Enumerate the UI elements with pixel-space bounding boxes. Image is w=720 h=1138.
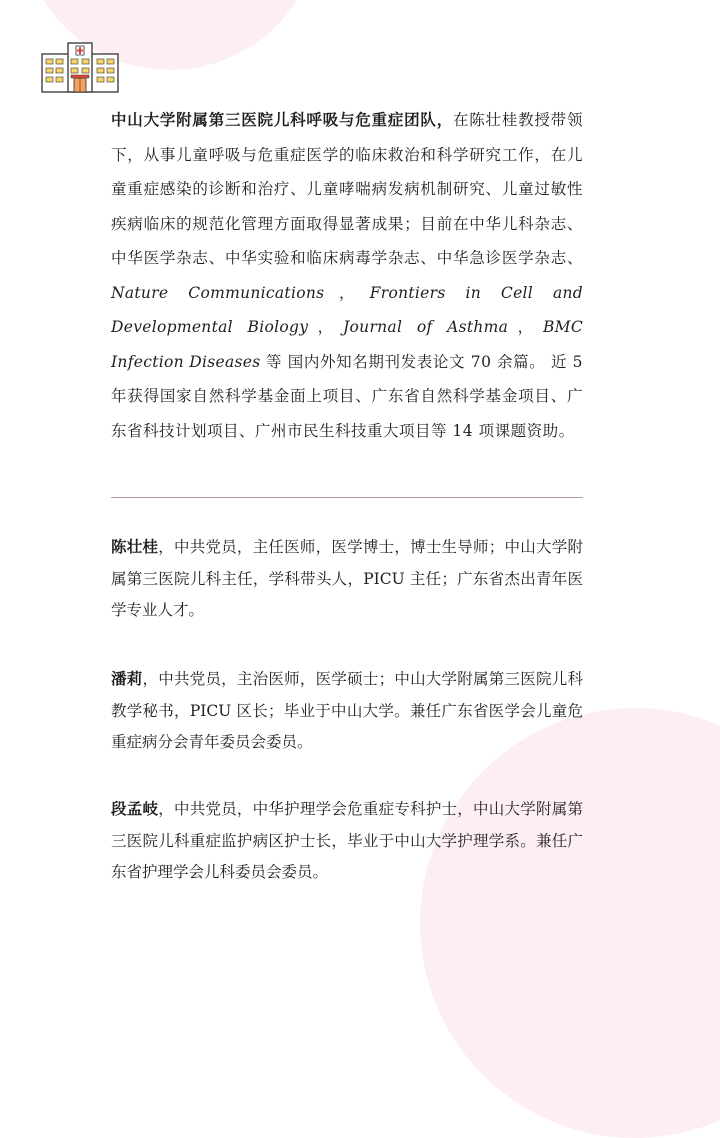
member-bio-duan <box>111 794 583 889</box>
separator: ， <box>508 318 543 336</box>
decorative-blob-bottom <box>420 708 720 1138</box>
intro-text-2: 等 国内外知名期刊发表论文 70 余篇。 近 5 年获得国家自然科学基金面上项目、广东省自然科学基金项目、广东省科技计划项目、广州市民生科技重大项目等 14 项课题资助。 <box>111 352 584 440</box>
member-bio-pan <box>111 664 583 759</box>
team-introduction <box>111 103 583 448</box>
team-name: 中山大学附属第三医院儿科呼吸与危重症团队， <box>111 111 453 129</box>
member-description: ，中共党员，主治医师，医学硕士；中山大学附属第三医院儿科教学秘书，PICU 区长；毕业于中山大学。兼任广东省医学会儿童危重症病分会青年委员会委员。 <box>111 670 583 751</box>
separator: ， <box>308 318 344 336</box>
separator: ， <box>324 283 370 302</box>
member-description: ，中共党员，主任医师，医学博士，博士生导师；中山大学附属第三医院儿科主任，学科带头人，PICU 主任；广东省杰出青年医学专业人才。 <box>111 538 583 619</box>
member-name: 段孟岐 <box>111 800 159 818</box>
member-name: 陈壮桂 <box>111 538 159 556</box>
intro-text-1: 在陈壮桂教授带领下，从事儿童呼吸与危重症医学的临床救治和科学研究工作，在儿童重症感染的诊断和治疗、儿童哮喘病发病机制研究、儿童过敏性疾病临床的规范化管理方面取得显著成果；目前在中华儿科杂志、中华医学杂志、中华实验和临床病毒学杂志、中华急诊医学杂志、 <box>111 111 583 267</box>
section-divider <box>111 497 583 498</box>
journal-frontiers: Frontiers in Cell and Developmental Biology <box>111 283 583 336</box>
journal-bmc: BMC Infection Diseases <box>111 318 583 371</box>
member-description: ，中共党员，中华护理学会危重症专科护士，中山大学附属第三医院儿科重症监护病区护士长，毕业于中山大学护理学系。兼任广东省护理学会儿科委员会委员。 <box>111 800 583 881</box>
journal-nature-communications: Nature Communications <box>111 283 325 302</box>
hospital-building-icon <box>40 38 120 96</box>
member-bio-chen <box>111 532 583 627</box>
member-name: 潘莉 <box>111 670 143 688</box>
journal-asthma: Journal of Asthma <box>343 318 509 336</box>
